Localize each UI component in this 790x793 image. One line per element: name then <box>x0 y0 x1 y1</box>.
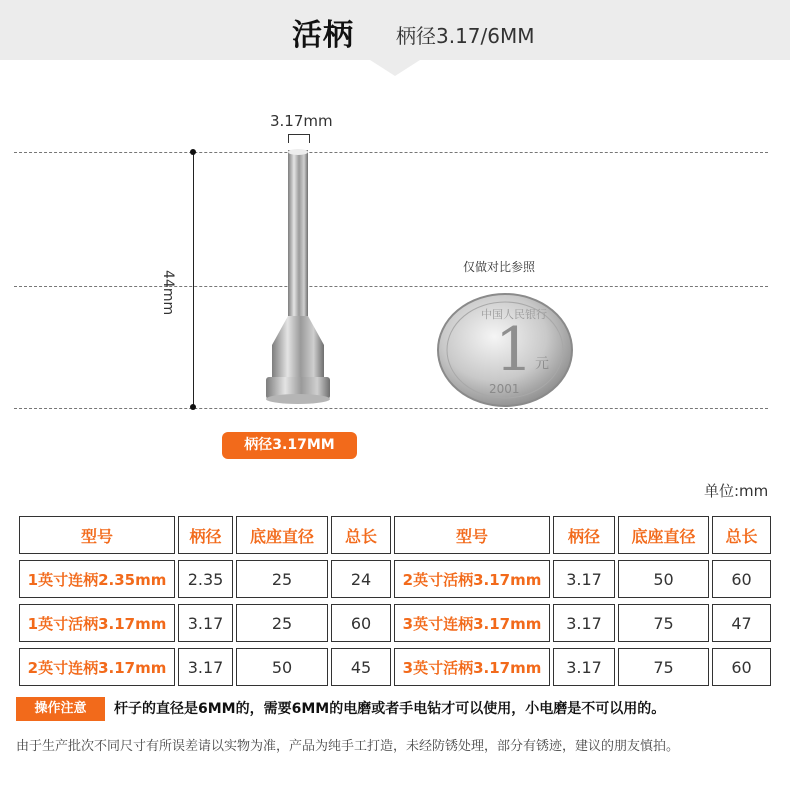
table-row <box>19 648 771 686</box>
coin-image <box>433 288 573 418</box>
table-row <box>19 604 771 642</box>
table-row <box>19 560 771 598</box>
table-header: 底座直径 <box>236 516 328 554</box>
table-cell: 60 <box>331 604 391 642</box>
spec-table <box>16 510 774 692</box>
coin-value: 1 <box>495 315 534 385</box>
table-cell-model: 3英寸连柄3.17mm <box>394 604 550 642</box>
mandrel-pin-image <box>258 140 338 410</box>
width-dimension-label: 3.17mm <box>270 112 333 130</box>
dimension-dot-bottom <box>190 404 196 410</box>
header-notch <box>370 60 420 76</box>
table-cell-model: 2英寸活柄3.17mm <box>394 560 550 598</box>
table-header: 总长 <box>331 516 391 554</box>
table-cell: 75 <box>618 604 709 642</box>
guide-line-bottom <box>14 408 768 409</box>
guide-line-top <box>14 152 768 153</box>
guide-line-middle <box>14 286 768 287</box>
table-cell-model: 3英寸活柄3.17mm <box>394 648 550 686</box>
table-cell: 45 <box>331 648 391 686</box>
coin-unit: 元 <box>535 356 549 372</box>
table-header: 型号 <box>19 516 175 554</box>
table-cell: 2.35 <box>178 560 233 598</box>
dimension-dot-top <box>190 149 196 155</box>
table-cell: 25 <box>236 604 328 642</box>
table-cell: 3.17 <box>553 604 615 642</box>
table-cell: 25 <box>236 560 328 598</box>
unit-label: 单位:mm <box>704 482 769 500</box>
table-cell: 60 <box>712 648 771 686</box>
table-cell: 47 <box>712 604 771 642</box>
header-band <box>0 0 790 60</box>
table-header: 底座直径 <box>618 516 709 554</box>
table-cell-model: 2英寸连柄3.17mm <box>19 648 175 686</box>
table-cell-model: 1英寸活柄3.17mm <box>19 604 175 642</box>
table-header-row <box>19 516 771 554</box>
table-header: 柄径 <box>553 516 615 554</box>
table-header: 总长 <box>712 516 771 554</box>
coin-ring-text: 中国人民银行 <box>481 308 547 321</box>
note-text: 杆子的直径是6MM的，需要6MM的电磨或者手电钻才可以使用，小电磨是不可以用的。 <box>114 701 666 717</box>
disclaimer-text: 由于生产批次不同尺寸有所误差请以实物为准，产品为纯手工打造，未经防锈处理，部分有锈迹，建议的朋友慎拍。 <box>16 739 680 754</box>
table-cell: 60 <box>712 560 771 598</box>
coin-year: 2001 <box>489 382 520 396</box>
table-cell: 3.17 <box>178 604 233 642</box>
table-cell-model: 1英寸连柄2.35mm <box>19 560 175 598</box>
table-cell: 24 <box>331 560 391 598</box>
table-header: 型号 <box>394 516 550 554</box>
table-cell: 75 <box>618 648 709 686</box>
shank-tag: 柄径3.17MM <box>222 432 357 459</box>
table-cell: 3.17 <box>178 648 233 686</box>
table-cell: 3.17 <box>553 648 615 686</box>
table-cell: 50 <box>618 560 709 598</box>
height-dimension-line <box>193 152 194 407</box>
table-header: 柄径 <box>178 516 233 554</box>
height-dimension-label: 44mm <box>160 270 176 316</box>
note-tag: 操作注意 <box>16 697 105 721</box>
table-cell: 50 <box>236 648 328 686</box>
table-cell: 3.17 <box>553 560 615 598</box>
compare-note: 仅做对比参照 <box>463 260 536 274</box>
page-subtitle: 柄径3.17/6MM <box>396 24 535 48</box>
page-title: 活柄 <box>292 18 354 53</box>
